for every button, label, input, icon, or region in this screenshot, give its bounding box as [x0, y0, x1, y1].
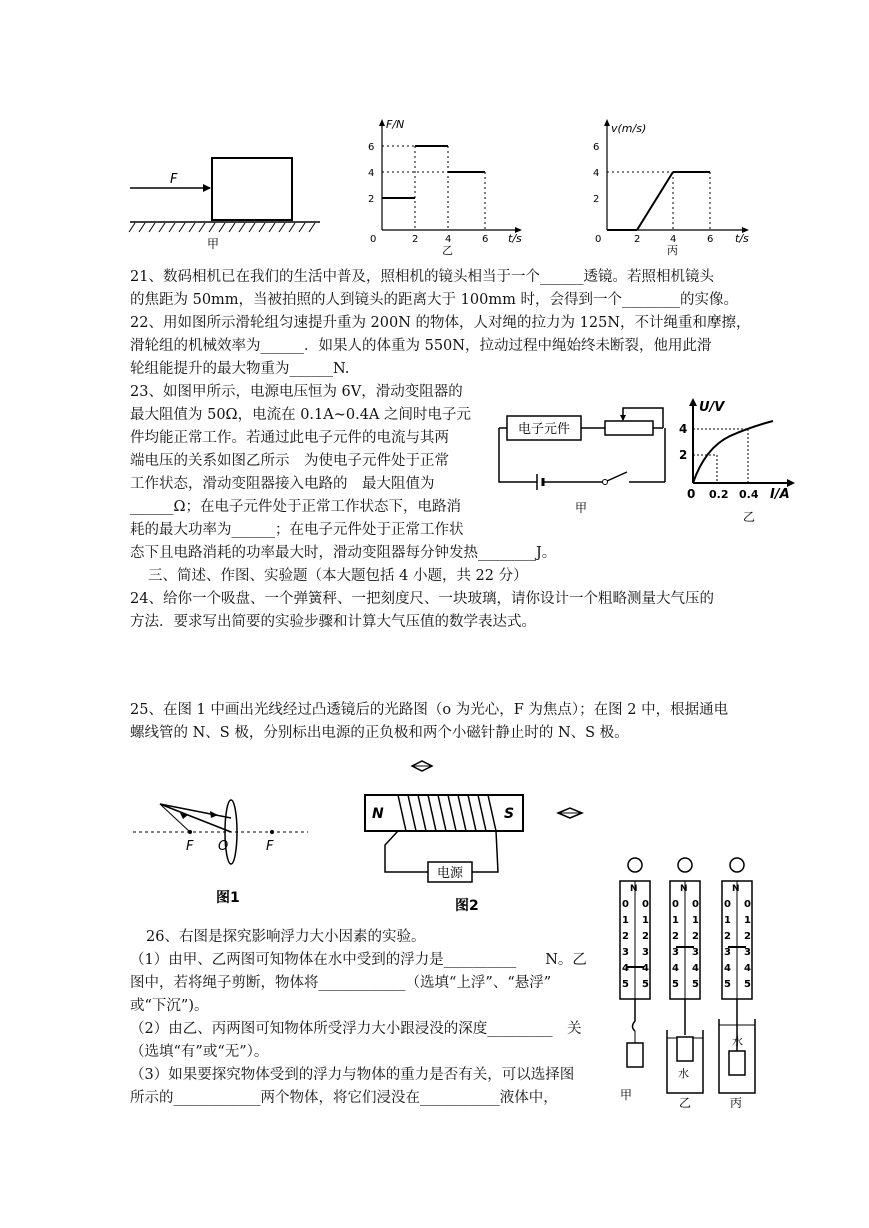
- figure-jia-block: [125, 150, 330, 260]
- svg-text:N: N: [680, 884, 688, 894]
- svg-text:0: 0: [724, 899, 731, 910]
- y-tick: 6: [593, 142, 600, 153]
- figure-bing-velocity-time: [585, 112, 760, 257]
- caption-yi: 乙: [743, 510, 756, 524]
- x-tick: 0: [595, 234, 602, 245]
- water-label: 水: [732, 1035, 743, 1048]
- voltage-current-graph: [675, 393, 805, 533]
- q26-line-1: 26、右图是探究影响浮力大小因素的实验。: [146, 929, 426, 945]
- svg-text:1: 1: [622, 915, 629, 926]
- svg-text:2: 2: [724, 931, 731, 942]
- svg-text:2: 2: [622, 931, 629, 942]
- svg-text:0: 0: [672, 899, 679, 910]
- svg-text:5: 5: [692, 979, 699, 990]
- x-tick: 2: [634, 234, 641, 245]
- svg-text:0: 0: [692, 899, 699, 910]
- svg-text:1: 1: [692, 915, 699, 926]
- svg-text:0: 0: [744, 899, 751, 910]
- y-tick: 6: [368, 142, 375, 153]
- circuit-diagram-jia: [495, 400, 675, 525]
- svg-text:2: 2: [692, 931, 699, 942]
- q26-line-5: （2）由乙、丙两图可知物体所受浮力大小跟浸没的深度_________ 关: [130, 1021, 582, 1037]
- y-tick: 2: [679, 448, 688, 462]
- q26-line-6: （选填“有”或“无”）。: [130, 1044, 269, 1060]
- svg-text:3: 3: [622, 947, 629, 958]
- x-tick: 2: [412, 234, 419, 245]
- svg-text:5: 5: [672, 979, 679, 990]
- svg-text:3: 3: [672, 947, 679, 958]
- figure-yi-force-time: [360, 112, 530, 257]
- q23-line-4: 端电压的关系如图乙所示 为使电子元件处于正常: [130, 453, 449, 469]
- figure-2-caption: 图2: [455, 898, 479, 914]
- q22-line-1: 22、用如图所示滑轮组匀速提升重为 200N 的物体，人对绳的拉力为 125N，不计绳重和摩擦，: [130, 315, 751, 331]
- x-axis-label: t/s: [508, 232, 522, 245]
- q26-line-8: 所示的____________两个物体，将它们浸没在___________液体中，: [130, 1090, 558, 1106]
- q26-line-3: 图中，若将绳子剪断，物体将____________（选填“上浮”、“悬浮”: [130, 975, 552, 991]
- electronic-component-label: 电子元件: [517, 422, 571, 437]
- svg-text:4: 4: [622, 963, 629, 974]
- q23-line-8: 态下且电路消耗的功率最大时，滑动变阻器每分钟发热________J。: [130, 545, 557, 561]
- y-tick: 4: [679, 422, 688, 436]
- svg-text:3: 3: [692, 947, 699, 958]
- spring-scale-yi: [667, 858, 703, 1110]
- q23-line-1: 23、如图甲所示，电源电压恒为 6V，滑动变阻器的: [130, 384, 463, 400]
- caption-jia: 甲: [207, 237, 220, 251]
- caption-yi: 乙: [442, 244, 453, 257]
- svg-text:3: 3: [744, 947, 751, 958]
- svg-text:5: 5: [622, 979, 629, 990]
- x-axis-label: t/s: [735, 232, 749, 245]
- lens-figure-1: [128, 790, 318, 910]
- power-source-label: 电源: [436, 866, 464, 881]
- q24-line-1: 24、给你一个吸盘、一个弹簧秤、一把刻度尺、一块玻璃，请你设计一个粗略测量大气压的: [130, 591, 714, 607]
- svg-text:5: 5: [724, 979, 731, 990]
- svg-text:1: 1: [744, 915, 751, 926]
- focal-point-right: F: [266, 839, 274, 854]
- q21-line-1: 21、数码相机已在我们的生活中普及，照相机的镜头相当于一个______透镜。若照相机镜头: [130, 269, 714, 285]
- svg-text:N: N: [732, 884, 740, 894]
- x-tick: 6: [707, 234, 714, 245]
- svg-text:2: 2: [642, 931, 649, 942]
- q23-line-7: 耗的最大功率为______；在电子元件处于正常工作状: [130, 522, 464, 538]
- caption-jia: 甲: [575, 501, 588, 515]
- svg-text:3: 3: [724, 947, 731, 958]
- caption-bing: 丙: [730, 1096, 743, 1110]
- q26-line-2: （1）由甲、乙两图可知物体在水中受到的浮力是__________ N。乙: [130, 952, 587, 968]
- svg-text:1: 1: [672, 915, 679, 926]
- y-axis-label: F/N: [386, 118, 405, 131]
- y-axis-label: U/V: [699, 400, 725, 415]
- y-tick: 2: [368, 194, 375, 205]
- q23-line-6: ______Ω；在电子元件处于正常工作状态下，电路消: [130, 499, 462, 515]
- y-tick: 4: [593, 168, 600, 179]
- s-pole-label: S: [504, 806, 515, 822]
- y-tick: 2: [593, 194, 600, 205]
- caption-bing: 丙: [667, 244, 678, 257]
- q26-line-7: （3）如果要探究物体受到的浮力与物体的重力是否有关，可以选择图: [130, 1067, 575, 1083]
- svg-text:4: 4: [724, 963, 731, 974]
- svg-text:3: 3: [642, 947, 649, 958]
- x-tick: 0.4: [739, 488, 759, 501]
- n-pole-label: N: [372, 806, 384, 822]
- force-label: F: [170, 172, 178, 187]
- svg-text:4: 4: [692, 963, 699, 974]
- section-3-heading: 三、简述、作图、实验题（本大题包括 4 小题，共 22 分）: [148, 568, 528, 584]
- water-label: 水: [678, 1067, 689, 1080]
- x-tick: 0: [687, 487, 696, 501]
- caption-yi: 乙: [679, 1096, 692, 1110]
- q22-line-2: 滑轮组的机械效率为______．如果人的体重为 550N，拉动过程中绳始终未断裂，他用此滑: [130, 338, 712, 354]
- q25-line-2: 螺线管的 N、S 极，分别标出电源的正负极和两个小磁针静止时的 N、S 极。: [130, 725, 629, 741]
- q23-line-2: 最大阻值为 50Ω，电流在 0.1A~0.4A 之间时电子元: [130, 407, 472, 423]
- spring-scale-figure: [612, 855, 782, 1110]
- figure-1-caption: 图1: [216, 890, 240, 906]
- svg-text:4: 4: [672, 963, 679, 974]
- svg-text:1: 1: [642, 915, 649, 926]
- y-tick: 4: [368, 168, 375, 179]
- x-tick: 4: [670, 234, 677, 245]
- x-tick: 6: [482, 234, 489, 245]
- svg-text:2: 2: [672, 931, 679, 942]
- focal-point-left: F: [186, 839, 194, 854]
- q25-line-1: 25、在图 1 中画出光线经过凸透镜后的光路图（o 为光心，F 为焦点）；在图 2 中，根据通电: [130, 702, 729, 718]
- x-tick: 4: [445, 234, 452, 245]
- svg-text:5: 5: [642, 979, 649, 990]
- q26-line-4: 或“下沉”)。: [130, 998, 209, 1014]
- svg-text:0: 0: [642, 899, 649, 910]
- q23-line-5: 工作状态，滑动变阻器接入电路的 最大阻值为: [130, 476, 435, 492]
- svg-text:0: 0: [622, 899, 629, 910]
- q22-line-3: 轮组能提升的最大物重为______N.: [130, 361, 350, 377]
- q24-line-2: 方法．要求写出简要的实验步骤和计算大气压值的数学表达式。: [130, 614, 536, 630]
- q21-line-2: 的焦距为 50mm，当被拍照的人到镜头的距离大于 100mm 时，会得到一个________的实像。: [130, 292, 738, 308]
- svg-text:4: 4: [642, 963, 649, 974]
- svg-text:4: 4: [744, 963, 751, 974]
- y-axis-label: v(m/s): [611, 122, 647, 135]
- spring-scale-bing: [719, 858, 755, 1110]
- spring-scale-jia: [620, 858, 650, 1102]
- q23-line-3: 件均能正常工作。若通过此电子元件的电流与其两: [130, 430, 449, 446]
- svg-text:2: 2: [744, 931, 751, 942]
- x-tick: 0: [370, 234, 377, 245]
- svg-text:5: 5: [744, 979, 751, 990]
- x-tick: 0.2: [709, 488, 729, 501]
- x-axis-label: I/A: [770, 487, 790, 502]
- solenoid-figure-2: [360, 760, 605, 915]
- svg-text:N: N: [630, 884, 638, 894]
- caption-jia: 甲: [620, 1088, 633, 1102]
- svg-text:1: 1: [724, 915, 731, 926]
- optical-center-label: O: [218, 839, 229, 854]
